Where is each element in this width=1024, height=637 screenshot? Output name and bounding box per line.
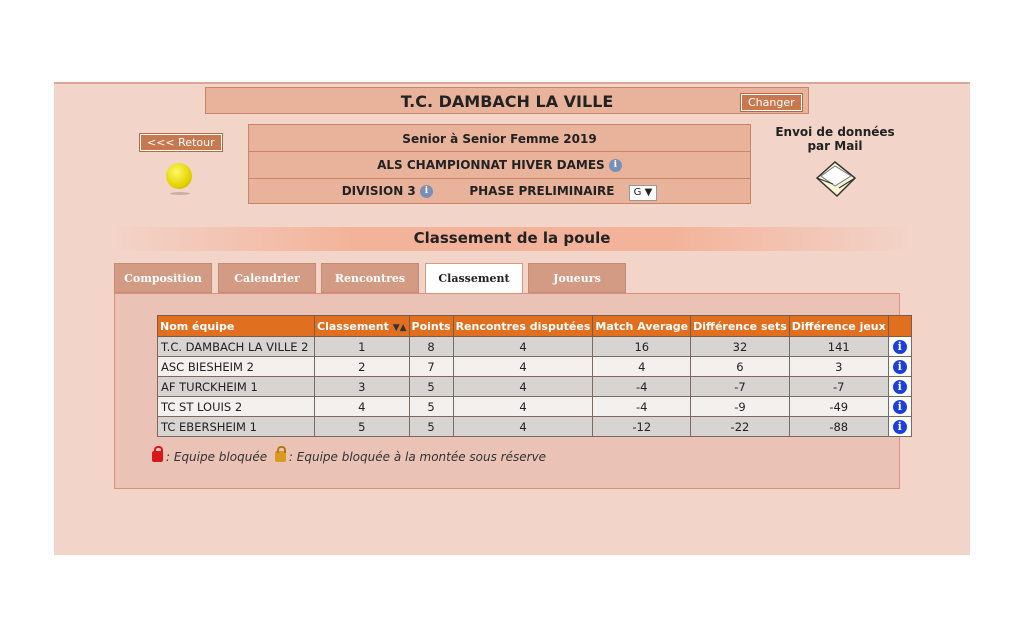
sets-diff-cell: -22	[691, 417, 790, 437]
matches-cell: 4	[453, 337, 593, 357]
rank-cell: 2	[315, 357, 410, 377]
mail-title-line2: par Mail	[807, 139, 863, 153]
points-cell: 8	[409, 337, 453, 357]
points-cell: 5	[409, 377, 453, 397]
sets-diff-cell: -9	[691, 397, 790, 417]
divider	[249, 151, 750, 152]
matches-cell: 4	[453, 417, 593, 437]
column-header-rank-label: Classement	[317, 319, 389, 333]
games-diff-cell: -49	[789, 397, 888, 417]
games-diff-cell: -7	[789, 377, 888, 397]
info-icon[interactable]: i	[609, 159, 622, 172]
column-header-matches[interactable]: Rencontres disputées	[453, 316, 593, 337]
tab-classement[interactable]: Classement	[425, 263, 523, 295]
red-lock-icon	[152, 451, 163, 462]
column-header-info	[888, 316, 911, 337]
division-label: DIVISION 3	[341, 184, 416, 198]
table-row	[158, 357, 912, 377]
sets-diff-cell: 32	[691, 337, 790, 357]
info-icon[interactable]: i	[893, 360, 907, 374]
matches-cell: 4	[453, 357, 593, 377]
tennis-ball-icon	[166, 163, 192, 189]
poule-select[interactable]: G ▼	[629, 185, 658, 201]
divider	[249, 178, 750, 179]
gold-lock-icon	[275, 451, 286, 462]
points-cell: 5	[409, 417, 453, 437]
games-diff-cell: 141	[789, 337, 888, 357]
info-cell	[888, 417, 911, 437]
column-header-points[interactable]: Points	[409, 316, 453, 337]
info-icon[interactable]: i	[893, 380, 907, 394]
team-name[interactable]: TC EBERSHEIM 1	[158, 417, 315, 437]
competition-info	[248, 124, 751, 204]
phase-label: PHASE PRELIMINAIRE	[469, 184, 615, 198]
mail-title	[770, 125, 900, 153]
sets-diff-cell: 6	[691, 357, 790, 377]
division-row	[249, 184, 750, 201]
tennis-ball-shadow	[170, 192, 190, 195]
column-header-team[interactable]: Nom équipe	[158, 316, 315, 337]
club-header	[205, 87, 809, 114]
section-banner	[112, 227, 912, 251]
points-cell: 7	[409, 357, 453, 377]
team-name[interactable]: ASC BIESHEIM 2	[158, 357, 315, 377]
info-cell	[888, 397, 911, 417]
team-name[interactable]: T.C. DAMBACH LA VILLE 2	[158, 337, 315, 357]
table-row	[158, 417, 912, 437]
table-header-row	[158, 316, 912, 337]
matches-cell: 4	[453, 377, 593, 397]
info-icon[interactable]: i	[420, 185, 433, 198]
sets-diff-cell: -7	[691, 377, 790, 397]
info-cell	[888, 337, 911, 357]
column-header-match-average[interactable]: Match Average	[593, 316, 691, 337]
category-label: Senior à Senior Femme 2019	[402, 132, 597, 146]
team-name[interactable]: AF TURCKHEIM 1	[158, 377, 315, 397]
legend-blocked: : Equipe bloquée	[166, 450, 268, 464]
info-cell	[888, 357, 911, 377]
tab-rencontres[interactable]: Rencontres	[321, 263, 419, 293]
mail-title-line1: Envoi de données	[775, 125, 895, 139]
back-button[interactable]: <<< Retour	[140, 134, 222, 151]
tab-composition[interactable]: Composition	[114, 263, 212, 293]
championship-row	[249, 158, 750, 172]
match-average-cell: -12	[593, 417, 691, 437]
sort-arrows-icon[interactable]: ▼▲	[392, 322, 407, 333]
ranking-table	[157, 315, 912, 437]
games-diff-cell: 3	[789, 357, 888, 377]
legend	[152, 450, 546, 464]
legend-blocked-reserve: : Equipe bloquée à la montée sous réserve	[288, 450, 547, 464]
rank-cell: 3	[315, 377, 410, 397]
match-average-cell: 16	[593, 337, 691, 357]
club-title: T.C. DAMBACH LA VILLE	[400, 92, 614, 111]
column-header-sets-diff[interactable]: Différence sets	[691, 316, 790, 337]
section-title: Classement de la poule	[413, 229, 611, 247]
table-row	[158, 377, 912, 397]
match-average-cell: -4	[593, 377, 691, 397]
rank-cell: 4	[315, 397, 410, 417]
rank-cell: 5	[315, 417, 410, 437]
info-icon[interactable]: i	[893, 420, 907, 434]
change-club-button[interactable]: Changer	[741, 94, 802, 111]
table-row	[158, 397, 912, 417]
team-name[interactable]: TC ST LOUIS 2	[158, 397, 315, 417]
rank-cell: 1	[315, 337, 410, 357]
championship-label: ALS CHAMPIONNAT HIVER DAMES	[377, 158, 605, 172]
tab-joueurs[interactable]: Joueurs	[528, 263, 626, 293]
points-cell: 5	[409, 397, 453, 417]
match-average-cell: 4	[593, 357, 691, 377]
envelope-icon[interactable]	[813, 158, 859, 200]
info-icon[interactable]: i	[893, 340, 907, 354]
match-average-cell: -4	[593, 397, 691, 417]
tab-calendrier[interactable]: Calendrier	[218, 263, 316, 293]
table-row	[158, 337, 912, 357]
matches-cell: 4	[453, 397, 593, 417]
games-diff-cell: -88	[789, 417, 888, 437]
column-header-rank[interactable]	[315, 316, 410, 337]
info-icon[interactable]: i	[893, 400, 907, 414]
info-cell	[888, 377, 911, 397]
column-header-games-diff[interactable]: Différence jeux	[789, 316, 888, 337]
